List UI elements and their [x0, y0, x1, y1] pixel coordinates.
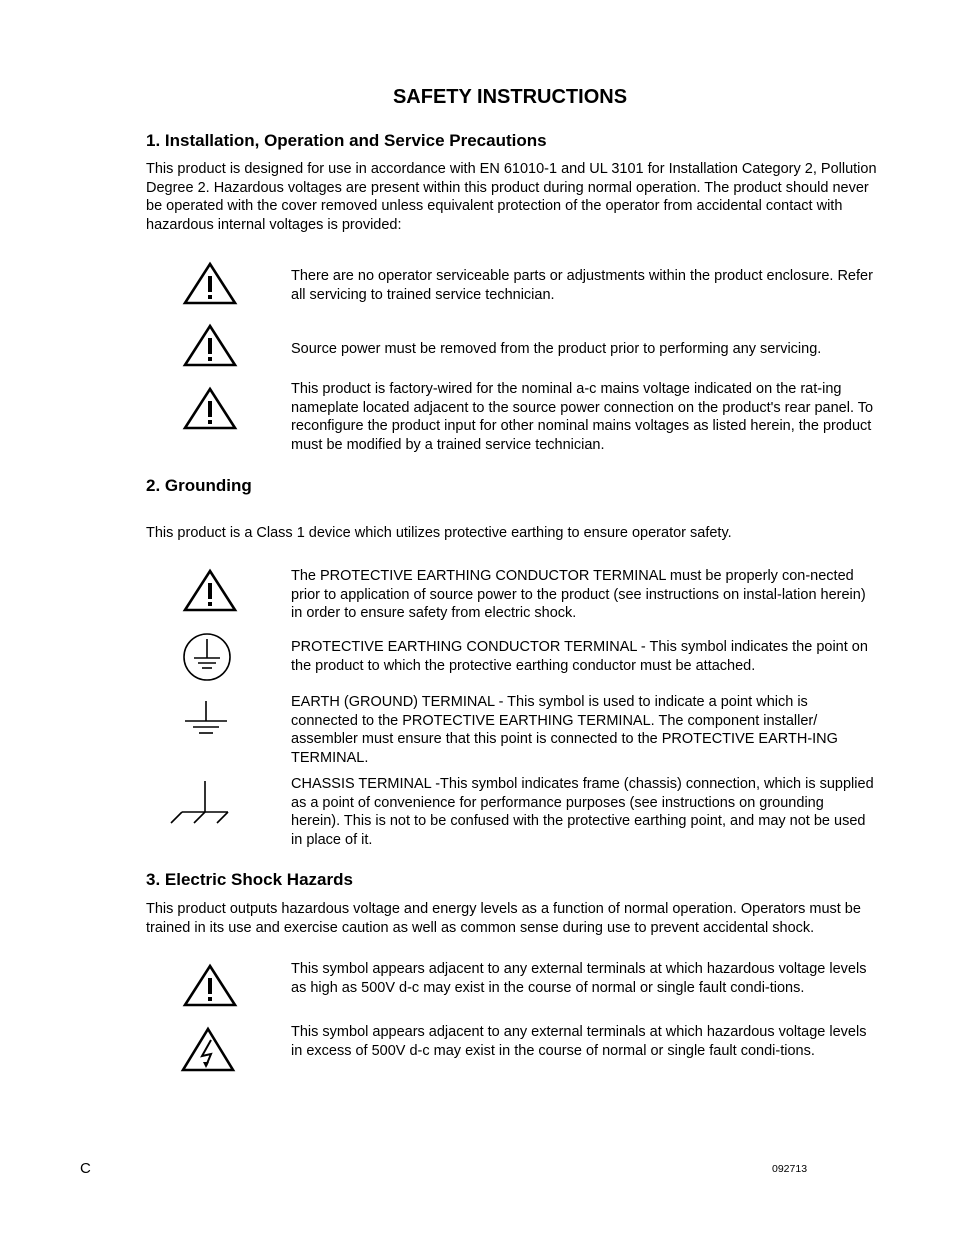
item-text-chassis-terminal: CHASSIS TERMINAL -This symbol indicates frame (chassis) connection, which is supplied as a point of convenience for performance purposes (see instructions on grounding herein). This is not to be confused with the protective earthing point, and may not be used in place of it. [291, 776, 874, 849]
item-text-protective-terminal: PROTECTIVE EARTHING CONDUCTOR TERMINAL - This symbol indicates the point on the product to which the protective earthing conductor must be attached. [291, 639, 868, 674]
high-voltage-icon [180, 1026, 236, 1074]
footer-doc-code: 092713 [772, 1163, 808, 1175]
warning-triangle-icon [182, 323, 238, 368]
section-heading-installation: 1. Installation, Operation and Service Precautions [146, 131, 547, 150]
section-intro-grounding: This product is a Class 1 device which utilizes protective earthing to ensure operator safety. [146, 525, 732, 541]
item-text-factory-wired: This product is factory-wired for the nominal a-c mains voltage indicated on the rat-ing nameplate located adjacent to the source power connection on the product's rear panel. To reconfigure the product input for other nominal mains voltages as listed herein, the product must be modified by a trained service technician. [291, 381, 874, 454]
warning-triangle-icon [182, 386, 238, 431]
warning-triangle-icon [182, 568, 238, 613]
chassis-ground-icon [168, 779, 232, 827]
warning-triangle-icon [182, 963, 238, 1008]
item-text-voltage-500-warning: This symbol appears adjacent to any external terminals at which hazardous voltage levels as high as 500V d-c may exist in the course of normal or single fault condi-tions. [291, 961, 867, 996]
earth-ground-icon [182, 699, 230, 739]
section-intro-installation: This product is designed for use in accordance with EN 61010-1 and UL 3101 for Installation Category 2, Pollution Degree 2. Hazardous voltages are present within this product during normal operation. The product should never be operated with the cover removed unless equivalent protection of the operator from accidental contact with hazardous internal voltages is provided: [146, 161, 877, 234]
section-intro-electric-shock: This product outputs hazardous voltage and energy levels as a function of normal operation. Operators must be trained in its use and exercise caution as well as common sense during use to prevent accidental shock. [146, 901, 861, 936]
section-heading-grounding: 2. Grounding [146, 476, 252, 495]
item-text-voltage-excess-warning: This symbol appears adjacent to any external terminals at which hazardous voltage levels in excess of 500V d-c may exist in the course of normal or single fault condi-tions. [291, 1024, 867, 1059]
item-text-remove-power: Source power must be removed from the product prior to performing any servicing. [291, 341, 822, 357]
item-text-protective-conductor: The PROTECTIVE EARTHING CONDUCTOR TERMINAL must be properly con-nected prior to application of source power to the product (see instructions on instal-lation herein) in order to ensure safety from electric shock. [291, 568, 866, 622]
item-text-no-serviceable-parts: There are no operator serviceable parts or adjustments within the product enclosure. Refer all servicing to trained service technician. [291, 268, 873, 303]
warning-triangle-icon [182, 261, 238, 306]
item-text-earth-terminal: EARTH (GROUND) TERMINAL - This symbol is used to indicate a point which is connected to the PROTECTIVE EARTHING TERMINAL. The component installer/ assembler must ensure that this point is connected to the PROTECTIVE EARTH-ING TERMINAL. [291, 694, 838, 767]
section-heading-electric-shock: 3. Electric Shock Hazards [146, 870, 353, 889]
footer-page-label: C [80, 1160, 91, 1177]
protective-earth-icon [181, 631, 233, 683]
page-title: SAFETY INSTRUCTIONS [392, 86, 628, 108]
